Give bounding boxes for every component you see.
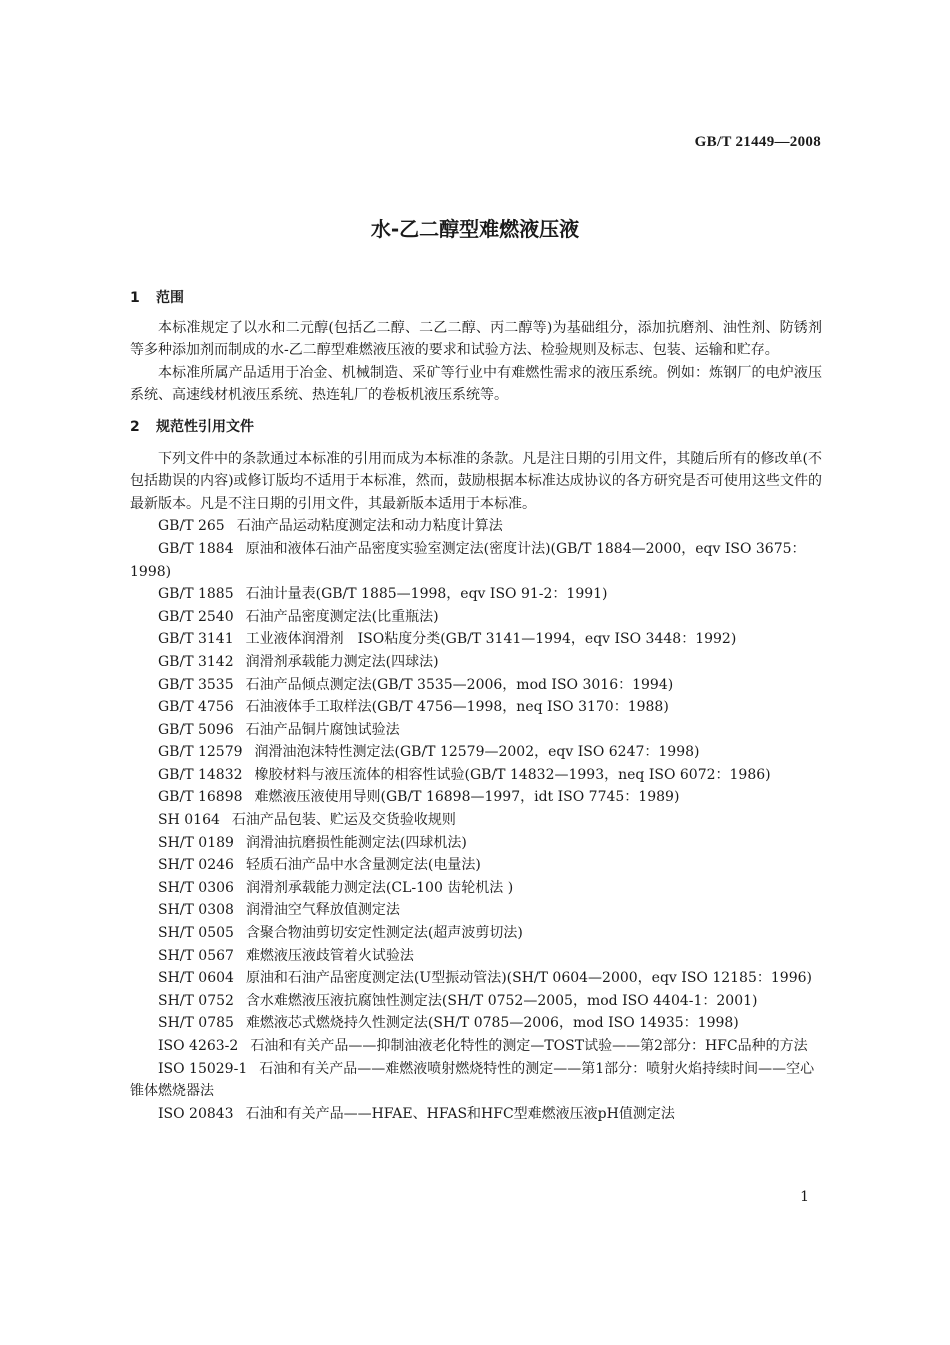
reference-entry [130, 538, 822, 583]
reference-code: SH/T 0752 [158, 992, 234, 1009]
standard-code: GB/T 21449—2008 [694, 134, 821, 150]
reference-code: SH/T 0785 [158, 1015, 234, 1032]
reference-title: 原油和石油产品密度测定法(U型振动管法)(SH/T 0604—2000，eqv ISO 12185：1996) [245, 970, 812, 987]
reference-list [130, 515, 822, 1125]
reference-entry [130, 877, 822, 900]
reference-code: GB/T 265 [158, 518, 225, 535]
page-number: 1 [800, 1189, 809, 1205]
reference-entry [130, 990, 822, 1013]
section-heading-normative-references [130, 416, 822, 439]
reference-title: 难燃液压液歧管着火试验法 [245, 947, 414, 964]
reference-title: 难燃液芯式燃烧持久性测定法(SH/T 0785—2006，mod ISO 14935：1998) [245, 1015, 739, 1032]
reference-entry [130, 899, 822, 922]
reference-title: 石油液体手工取样法(GB/T 4756—1998，neq ISO 3170：1988) [245, 699, 669, 716]
reference-entry [130, 1103, 822, 1126]
reference-code: GB/T 14832 [158, 766, 243, 783]
reference-entry [130, 719, 822, 742]
reference-title: 原油和液体石油产品密度实验室测定法(密度计法)(GB/T 1884—2000，eqv ISO 3675：1998) [130, 540, 806, 580]
document-body [130, 287, 822, 1125]
reference-title: 润滑油泡沫特性测定法(GB/T 12579—2002，eqv ISO 6247：1998) [254, 744, 700, 761]
reference-title: 石油产品倾点测定法(GB/T 3535—2006，mod ISO 3016：1994) [245, 676, 674, 693]
reference-code: ISO 15029-1 [158, 1060, 248, 1077]
reference-entry [130, 583, 822, 606]
reference-code: GB/T 3535 [158, 676, 234, 693]
section-number: 1 [130, 290, 140, 306]
reference-title: 轻质石油产品中水含量测定法(电量法) [245, 857, 481, 874]
reference-entry [130, 764, 822, 787]
reference-title: 石油产品铜片腐蚀试验法 [245, 721, 400, 738]
reference-title: 石油产品包装、贮运及交货验收规则 [231, 812, 456, 829]
reference-code: ISO 20843 [158, 1105, 234, 1122]
reference-code: SH/T 0604 [158, 970, 234, 987]
reference-entry [130, 854, 822, 877]
section-number: 2 [130, 418, 140, 435]
reference-entry [130, 606, 822, 629]
reference-code: SH/T 0189 [158, 834, 234, 851]
reference-code: SH/T 0306 [158, 879, 234, 896]
document-title: 水-乙二醇型难燃液压液 [370, 217, 580, 241]
reference-title: 润滑油抗磨损性能测定法(四球机法) [245, 834, 467, 851]
reference-entry [130, 922, 822, 945]
reference-title: 石油和有关产品——难燃液喷射燃烧特性的测定——第1部分：喷射火焰持续时间——空心锥体燃烧器法 [130, 1060, 815, 1100]
reference-code: SH/T 0505 [158, 925, 234, 942]
reference-title: 含聚合物油剪切安定性测定法(超声波剪切法) [245, 925, 523, 942]
reference-title: 润滑剂承载能力测定法(四球法) [245, 653, 439, 670]
reference-code: ISO 4263-2 [158, 1038, 239, 1054]
reference-entry [130, 809, 822, 832]
reference-code: GB/T 16898 [158, 789, 243, 806]
reference-entry [130, 1058, 822, 1103]
reference-title: 石油和有关产品——抑制油液老化特性的测定—TOST试验——第2部分：HFC品种的方法 [250, 1038, 808, 1054]
section-heading-text: 规范性引用文件 [156, 418, 254, 435]
reference-entry [130, 1035, 822, 1058]
reference-code: GB/T 12579 [158, 744, 243, 761]
reference-title: 含水难燃液压液抗腐蚀性测定法(SH/T 0752—2005，mod ISO 4404-1：2001) [245, 992, 758, 1009]
section-heading-scope [130, 287, 822, 310]
reference-entry [130, 786, 822, 809]
reference-code: GB/T 3142 [158, 653, 234, 670]
reference-code: SH/T 0308 [158, 902, 234, 919]
reference-title: 石油计量表(GB/T 1885—1998，eqv ISO 91-2：1991) [245, 586, 608, 603]
reference-entry [130, 696, 822, 719]
reference-title: 润滑油空气释放值测定法 [245, 902, 400, 919]
reference-entry [130, 628, 822, 651]
reference-entry [130, 967, 822, 990]
reference-title: 润滑剂承载能力测定法(CL-100 齿轮机法 ) [245, 879, 514, 896]
reference-title: 石油产品密度测定法(比重瓶法) [245, 608, 439, 625]
reference-code: GB/T 1885 [158, 586, 234, 603]
reference-entry [130, 651, 822, 674]
reference-code: SH 0164 [158, 812, 220, 829]
reference-entry [130, 945, 822, 968]
reference-code: GB/T 3141 [158, 631, 234, 648]
reference-title: 石油和有关产品——HFAE、HFAS和HFC型难燃液压液pH值测定法 [245, 1105, 675, 1122]
section-heading-text: 范围 [156, 290, 184, 306]
reference-title: 石油产品运动粘度测定法和动力粘度计算法 [236, 518, 503, 535]
scope-paragraph: 本标准所属产品适用于冶金、机械制造、采矿等行业中有难燃性需求的液压系统。例如：炼钢厂的电炉液压系统、高速线材机液压系统、热连轧厂的卷板机液压系统等。 [130, 364, 822, 404]
reference-code: GB/T 5096 [158, 721, 234, 738]
reference-code: SH/T 0246 [158, 857, 234, 874]
reference-entry [130, 1012, 822, 1035]
reference-entry [130, 515, 822, 538]
reference-code: GB/T 1884 [158, 540, 234, 557]
references-intro: 下列文件中的条款通过本标准的引用而成为本标准的条款。凡是注日期的引用文件，其随后所有的修改单(不包括勘误的内容)或修订版均不适用于本标准，然而，鼓励根据本标准达成协议的各方研究是否可使用这些文件的最新版本。凡是不注日期的引用文件，其最新版本适用于本标准。 [130, 450, 822, 512]
reference-title: 难燃液压液使用导则(GB/T 16898—1997，idt ISO 7745：1989) [254, 789, 680, 806]
reference-code: SH/T 0567 [158, 947, 234, 964]
reference-code: GB/T 2540 [158, 608, 234, 625]
reference-entry [130, 674, 822, 697]
reference-entry [130, 832, 822, 855]
reference-code: GB/T 4756 [158, 699, 234, 716]
reference-title: 工业液体润滑剂 ISO粘度分类(GB/T 3141—1994，eqv ISO 3448：1992) [245, 631, 737, 648]
scope-paragraph: 本标准规定了以水和二元醇(包括乙二醇、二乙二醇、丙二醇等)为基础组分，添加抗磨剂、油性剂、防锈剂等多种添加剂而制成的水-乙二醇型难燃液压液的要求和试验方法、检验规则及标志、包装、运输和贮存。 [130, 319, 822, 359]
reference-entry [130, 741, 822, 764]
reference-title: 橡胶材料与液压流体的相容性试验(GB/T 14832—1993，neq ISO 6072：1986) [254, 766, 771, 783]
